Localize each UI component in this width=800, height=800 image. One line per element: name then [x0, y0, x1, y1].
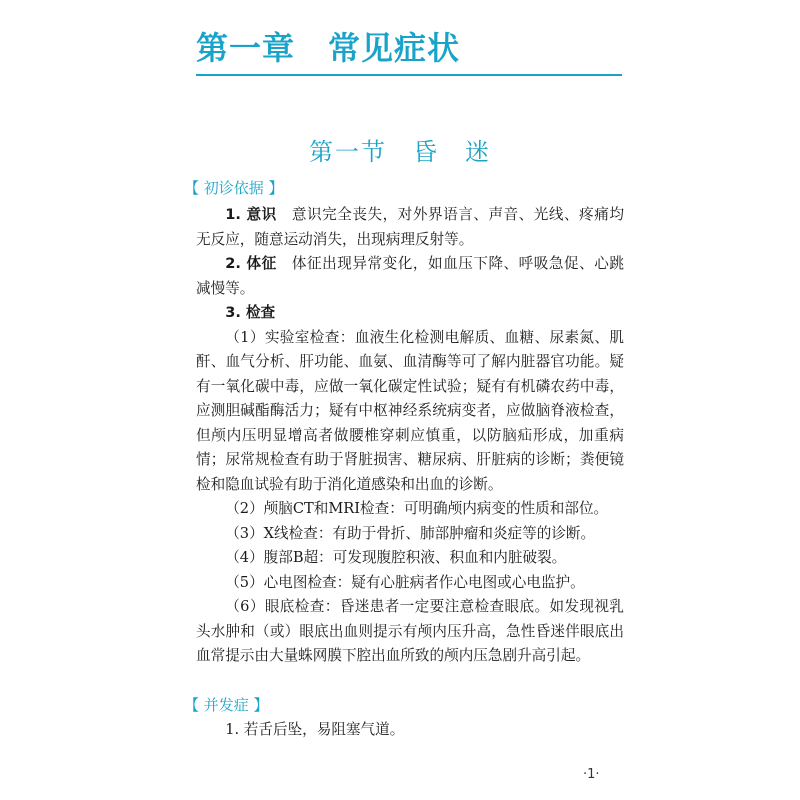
item-exam-head: 3. 检查	[225, 304, 276, 321]
item-exam	[196, 301, 624, 326]
exam-lab: （1）实验室检查：血液生化检测电解质、血糖、尿素氮、肌酐、血气分析、肝功能、血氨、血清酶等可了解内脏器官功能。疑有一氧化碳中毒，应做一氧化碳定性试验；疑有有机磷农药中毒，应测胆碱酯酶活力；疑有中枢神经系统病变者，应做脑脊液检查，但颅内压明显增高者做腰椎穿刺应慎重，以防脑疝形成，加重病情；尿常规检查有助于肾脏损害、糖尿病、肝脏病的诊断；粪便镜检和隐血试验有助于消化道感染和出血的诊断。	[196, 328, 624, 493]
item-signs-head: 2. 体征	[225, 255, 277, 272]
page-number: ·1·	[583, 767, 600, 782]
diagnosis-heading: 【 初诊依据 】	[184, 179, 284, 197]
exam-fundus: （6）眼底检查：昏迷患者一定要注意检查眼底。如发现视乳头水肿和（或）眼底出血则提示有颅内压升高，急性昏迷伴眼底出血常提示由大量蛛网膜下腔出血所致的颅内压急剧升高引起。	[196, 598, 624, 664]
section-title: 第一节 昏 迷	[309, 138, 491, 166]
item-signs	[196, 252, 624, 301]
complications-heading: 【 并发症 】	[184, 696, 269, 714]
exam-ultrasound: （4）腹部B超：可发现腹腔积液、积血和内脏破裂。	[225, 549, 567, 566]
exam-ecg: （5）心电图检查：疑有心脏病者作心电图或心电监护。	[225, 573, 585, 591]
complications-body	[196, 718, 624, 743]
chapter-title: 第一章 常见症状	[196, 29, 461, 67]
exam-ct-mri: （2）颅脑CT和MRI检查：可明确颅内病变的性质和部位。	[225, 500, 609, 517]
chapter-divider	[196, 74, 622, 76]
exam-xray: （3）X线检查：有助于骨折、肺部肿瘤和炎症等的诊断。	[225, 524, 596, 542]
item-signs-text: 体征出现异常变化，如血压下降、呼吸急促、心跳减慢等。	[196, 255, 624, 297]
item-consciousness-head: 1. 意识	[225, 206, 277, 223]
diagnosis-body	[196, 203, 624, 669]
complication-item: 1. 若舌后坠，易阻塞气道。	[225, 721, 405, 738]
item-consciousness-text: 意识完全丧失，对外界语言、声音、光线、疼痛均无反应，随意运动消失，出现病理反射等。	[196, 206, 624, 248]
item-consciousness	[196, 203, 624, 252]
